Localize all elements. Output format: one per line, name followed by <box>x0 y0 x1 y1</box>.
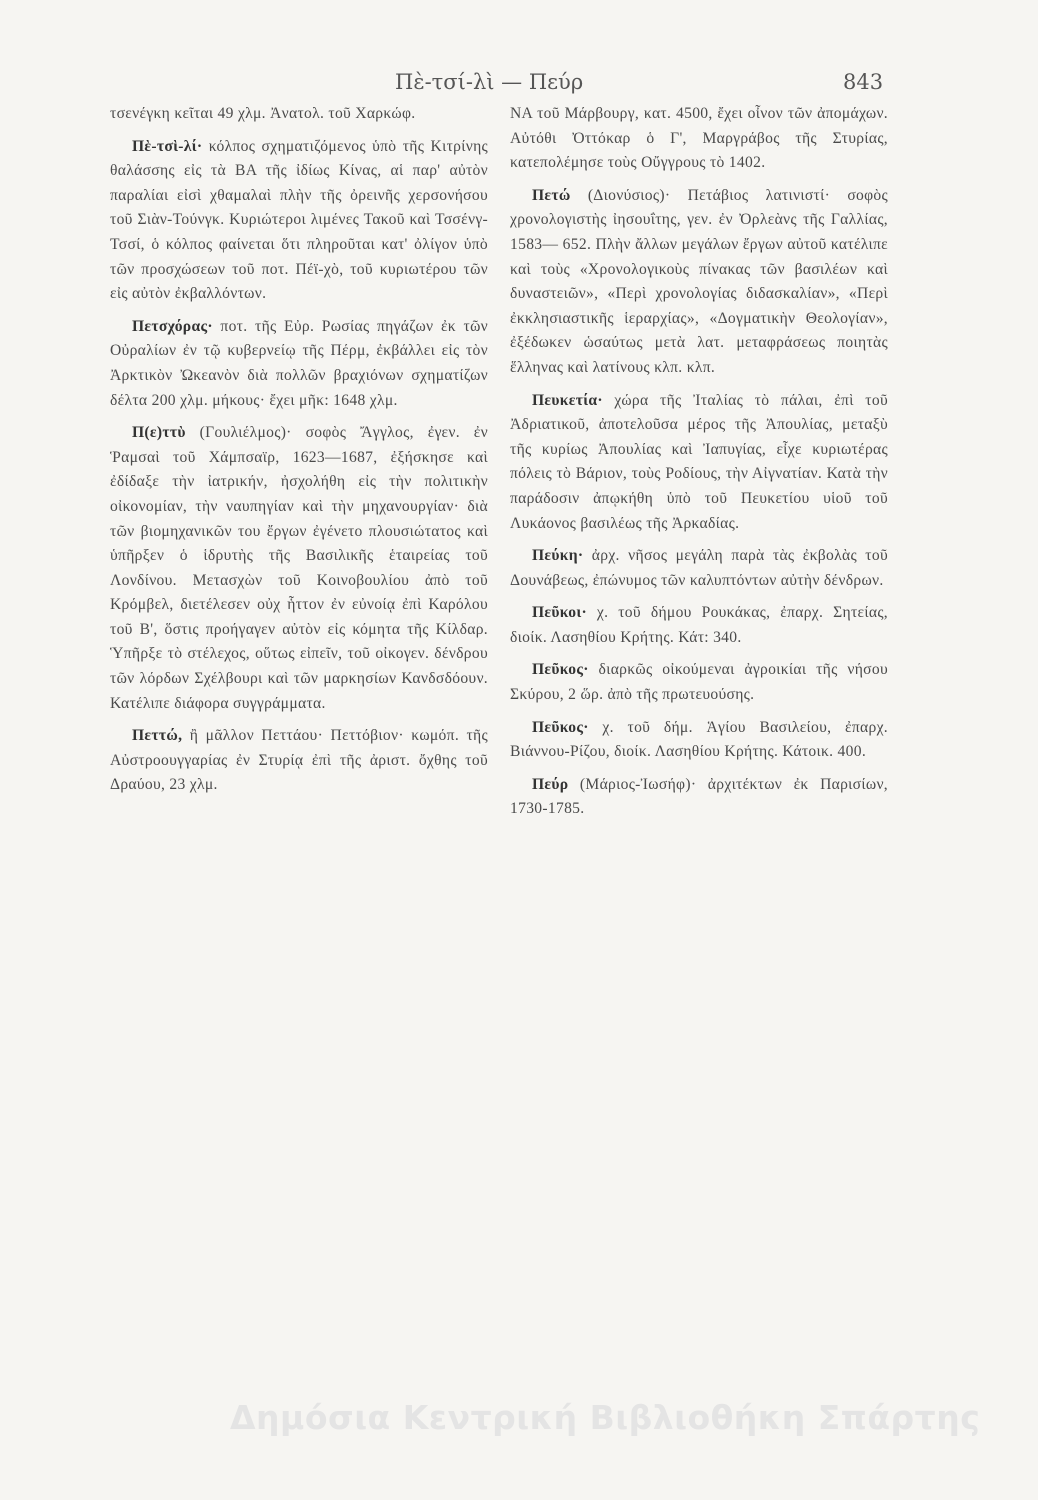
entry-text: χώρα τῆς Ἰταλίας τὸ πάλαι, ἐπὶ τοῦ Ἀδριατικοῦ, ἀποτελοῦσα μέρος τῆς Ἀπουλίας, μεταξὺ τῆς κυρίως Ἀπουλίας καὶ Ἰαπυγίας, εἶχε κυριωτέρας πόλεις τὸ Βάριον, τοὺς Ροδίους, τὴν Αἰγνατίαν. Κατὰ τὴν παράδοσιν ἀπῳκήθη ὑπὸ τοῦ Πευκετίου υἱοῦ τοῦ Λυκάονος βασιλέως τῆς Ἀρκαδίας. <box>510 391 888 532</box>
entry-text: χ. τοῦ δήμου Ρουκάκας, ἐπαρχ. Σητείας, διοίκ. Λασηθίου Κρήτης. Κάτ: 340. <box>510 604 888 646</box>
right-column <box>510 102 888 830</box>
entry-text: χ. τοῦ δήμ. Ἁγίου Βασιλείου, ἐπαρχ. Βιάννου-Ρίζου, διοίκ. Λασηθίου Κρήτης. Κάτοικ. 400. <box>510 718 888 761</box>
dictionary-entry <box>110 102 488 127</box>
entry-text: τσενέγκη κεῖται 49 χλμ. Ἀνατολ. τοῦ Χαρκώφ. <box>110 105 416 122</box>
entry-text: (Μάριος-Ἰωσήφ)· ἀρχιτέκτων ἐκ Παρισίων, 1730-1785. <box>510 775 888 818</box>
running-header <box>0 70 1038 100</box>
dictionary-entry <box>510 102 888 176</box>
dictionary-entry <box>510 389 888 537</box>
header-title: Πὲ-τσί-λὶ — Πεύρ <box>395 70 584 94</box>
entry-headword: Πεύκη· <box>532 547 584 565</box>
entry-headword: Πετώ <box>532 186 571 204</box>
entry-headword: Π(ε)ττὺ <box>132 424 186 442</box>
page-number: 843 <box>843 70 884 94</box>
dictionary-entry <box>110 315 488 413</box>
entry-text: (Διονύσιος)· Πετάβιος λατινιστί· σοφὸς χρονολογιστὴς ἰησουΐτης, γεν. ἐν Ὀρλεὰνς τῆς Γαλλίας, 1583— 652. Πλὴν ἄλλων μεγάλων ἔργων αὐτοῦ κατέλιπε καὶ τοὺς «Χρονολογικοὺς πίνακας τῶν βασιλέων καὶ δυναστειῶν», «Περὶ χρονολογίας διδασκαλίαν», «Περὶ ἐκκλησιαστικῆς ἱεραρχίας», «Δογματικὴν Θεολογίαν», ἐξέδωκεν ὡσαύτως μετὰ λατ. μεταφράσεως ποιητὰς ἕλληνας καὶ λατίνους κλπ. κλπ. <box>510 186 888 376</box>
dictionary-entry <box>510 544 888 593</box>
entry-text: ποτ. τῆς Εὐρ. Ρωσίας πηγάζων ἐκ τῶν Οὐραλίων ἐν τῷ κυβερνείῳ τῆς Πέρμ, ἐκβάλλει εἰς τὸν Ἀρκτικὸν Ὠκεανὸν διὰ πολλῶν βραχιόνων σχηματίζων δέλτα 200 χλμ. μήκους· ἔχει μῆκ: 1648 χλμ. <box>110 317 488 409</box>
entry-headword: Πετσχόρας· <box>132 317 213 335</box>
entry-headword: Πεττώ, <box>132 727 183 745</box>
dictionary-entry <box>510 773 888 822</box>
entry-text: ἀρχ. νῆσος μεγάλη παρὰ τὰς ἐκβολὰς τοῦ Δουνάβεως, ἐπώνυμος τῶν καλυπτόντων αὐτὴν δένδρων. <box>510 547 888 589</box>
library-watermark: Δημόσια Κεντρική Βιβλιοθήκη Σπάρτης <box>230 1398 981 1437</box>
entry-headword: Πεῦκοι· <box>532 604 588 622</box>
entry-text: κόλπος σχηματιζόμενος ὑπὸ τῆς Κιτρίνης θαλάσσης εἰς τὰ ΒΑ τῆς ἰδίως Κίνας, αἱ παρ' αὐτὸν παραλίαι εἰσὶ χθαμαλαὶ πλὴν τῆς ὀρεινῆς χερσονήσου τοῦ Σιὰν-Τούνγκ. Κυριώτεροι λιμένες Τακοῦ καὶ Τσσένγ-Τσσί, ὁ κόλπος φαίνεται ὅτι πληροῦται κατ' ὀλίγον ὑπὸ τῶν προσχώσεων τοῦ ποτ. Πέϊ-χὸ, τοῦ κυριωτέρου τῶν εἰς αὐτὸν ἐκβαλλόντων. <box>110 137 488 303</box>
dictionary-entry <box>110 724 488 798</box>
entry-headword: Πὲ-τσὶ-λί· <box>132 137 203 155</box>
dictionary-entry <box>510 601 888 650</box>
left-column <box>110 102 488 806</box>
dictionary-entry <box>110 421 488 716</box>
entry-text: ἢ μᾶλλον Πεττάου· Πεττόβιον· κωμόπ. τῆς Αὐστροουγγαρίας ἐν Στυρίᾳ ἐπὶ τῆς ἀριστ. ὄχθης τοῦ Δραύου, 23 χλμ. <box>110 727 488 794</box>
dictionary-entry <box>110 135 488 307</box>
entry-headword: Πεῦκος· <box>532 718 589 736</box>
dictionary-entry <box>510 658 888 707</box>
entry-headword: Πεύρ <box>532 775 569 793</box>
entry-headword: Πεῦκος· <box>532 661 589 679</box>
entry-text: διαρκῶς οἰκούμεναι ἀγροικίαι τῆς νήσου Σκύρου, 2 ὥρ. ἀπὸ τῆς πρωτευούσης. <box>510 661 888 704</box>
entry-text: ΝΑ τοῦ Μάρβουργ, κατ. 4500, ἔχει οἶνον τῶν ἀπομάχων. Αὐτόθι Ὀττόκαρ ὁ Γ', Μαργράβος τῆς Στυρίας, κατεπολέμησε τοὺς Οὔγγρους τὸ 1402. <box>510 105 888 172</box>
dictionary-entry <box>510 184 888 381</box>
entry-headword: Πευκετία· <box>532 391 603 409</box>
dictionary-entry <box>510 716 888 765</box>
entry-text: (Γουλιέλμος)· σοφὸς Ἄγγλος, ἐγεν. ἐν Ῥαμσαὶ τοῦ Χάμπσαϊρ, 1623—1687, ἐξήσκησε καὶ ἐδίδαξε τὴν ἰατρικήν, ἠσχολήθη εἰς τὴν πολιτικὴν οἰκονομίαν, τὴν ναυπηγίαν καὶ τὴν μηχανουργίαν· διὰ τῶν βιομηχανικῶν του ἔργων ἐγένετο πλουσιώτατος καὶ ὑπῆρξεν ὁ ἱδρυτὴς τῆς Βασιλικῆς ἑταιρείας τοῦ Λονδίνου. Μετασχὼν τοῦ Κοινοβουλίου ἀπὸ τοῦ Κρόμβελ, διετέλεσεν οὐχ ἧττον ἐν εὐνοίᾳ ἐπὶ Καρόλου τοῦ Β', ὅστις προήγαγεν αὐτὸν εἰς κόμητα τῆς Κίλδαρ. Ὑπῆρξε τὸ στέλεχος, οὕτως εἰπεῖν, τοῦ οἰκογεν. δένδρου τῶν λόρδων Σχέλβουρι καὶ τῶν μαρκησίων Κανδσδόουν. Κατέλιπε διάφορα συγγράμματα. <box>110 424 488 712</box>
